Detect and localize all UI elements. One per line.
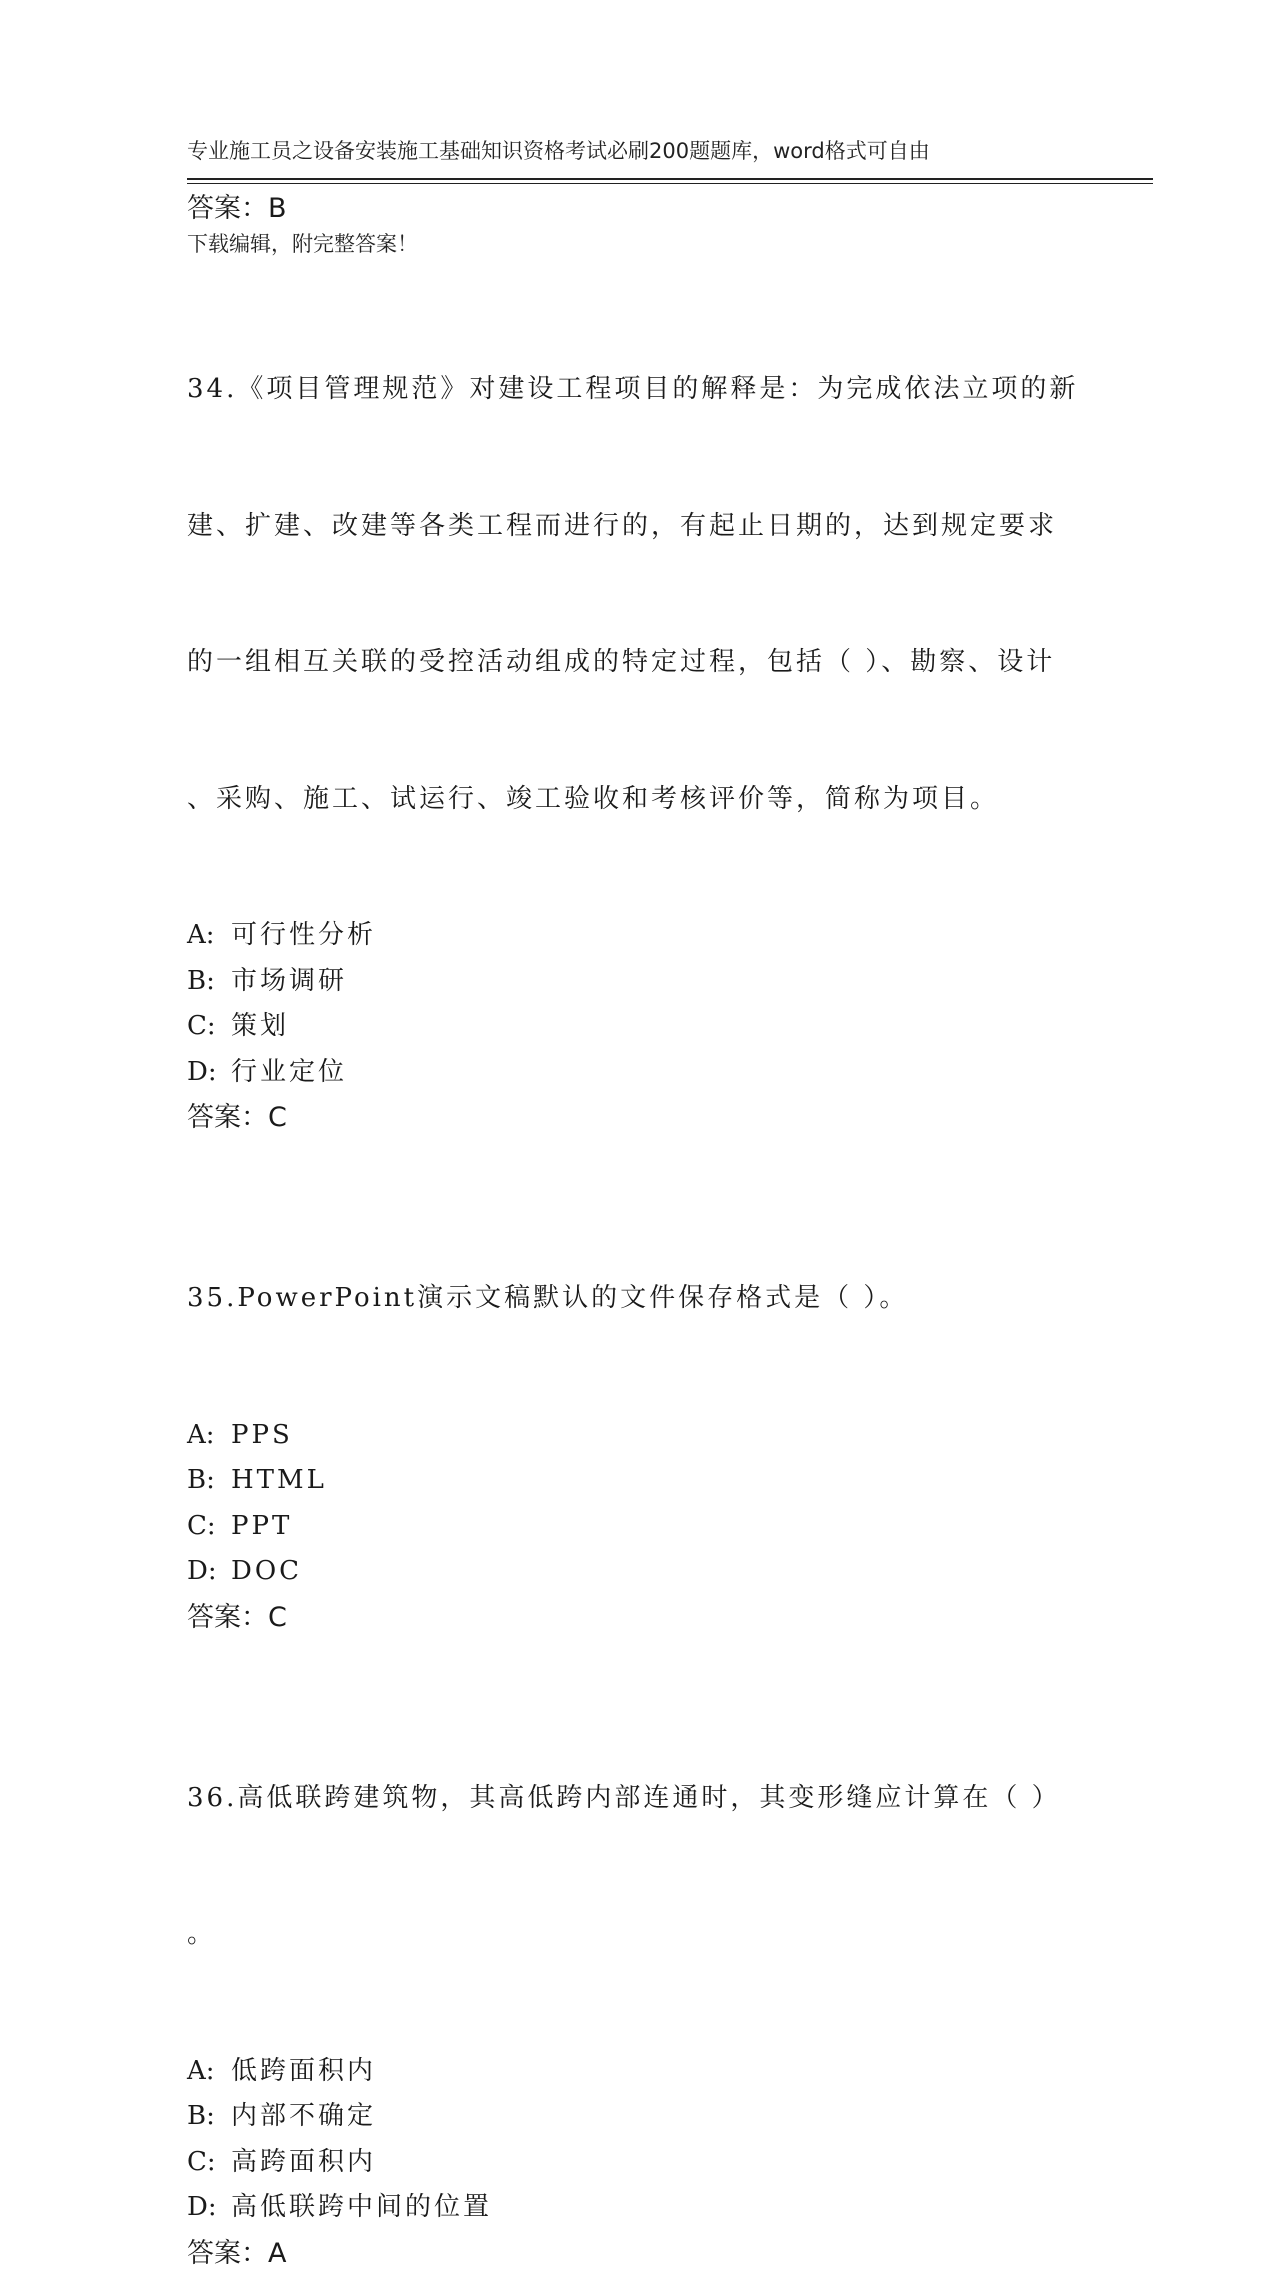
option-c (187, 1004, 1087, 1050)
option-text: PPS (231, 1419, 293, 1450)
option-c (187, 2140, 1087, 2186)
question-line: 、采购、施工、试运行、竣工验收和考核评价等，简称为项目。 (187, 783, 1000, 814)
question-line: 36.高低联跨建筑物，其高低跨内部连通时，其变形缝应计算在（ ） (187, 1782, 1061, 1813)
option-label: D: (187, 1556, 217, 1586)
header-line: 专业施工员之设备安装施工基础知识资格考试必刷200题题库，word格式可自由 (187, 139, 930, 163)
option-label: A: (187, 920, 215, 950)
question-block (187, 276, 1087, 1141)
question-list (187, 186, 1087, 2277)
option-text: HTML (231, 1465, 327, 1495)
option-text: 策划 (231, 1011, 290, 1041)
option-text: 内部不确定 (231, 2101, 377, 2131)
option-label: D: (187, 1056, 217, 1087)
option-text: 可行性分析 (231, 920, 377, 950)
spacer (187, 1641, 1087, 1685)
option-text: DOC (231, 1556, 303, 1586)
option-a (187, 913, 1087, 959)
question-block (187, 1185, 1087, 1641)
option-label: B: (187, 965, 215, 996)
answer-line: 答案：C (187, 1601, 287, 1633)
option-d (187, 1549, 1087, 1595)
option-text: 低跨面积内 (231, 2055, 377, 2086)
answer-line: 答案：B (187, 193, 287, 224)
option-text: 市场调研 (231, 965, 348, 996)
spacer (187, 1141, 1087, 1185)
option-a (187, 1413, 1087, 1459)
option-text: 高低联跨中间的位置 (231, 2192, 493, 2222)
option-label: B: (187, 1465, 215, 1495)
question-block (187, 1685, 1087, 2277)
question-line: 。 (187, 1919, 217, 1949)
option-text: 行业定位 (231, 1056, 348, 1087)
question-text (187, 276, 1087, 913)
option-a (187, 2049, 1087, 2095)
option-text: 高跨面积内 (231, 2146, 377, 2177)
header-line: 下载编辑，附完整答案！ (187, 232, 418, 256)
question-line: 的一组相互关联的受控活动组成的特定过程，包括（ ）、勘察、设计 (187, 647, 1056, 677)
question-line: 35.PowerPoint演示文稿默认的文件保存格式是（ ）。 (187, 1283, 909, 1313)
option-label: D: (187, 2192, 217, 2222)
question-line: 34.《项目管理规范》对建设工程项目的解释是：为完成依法立项的新 (187, 374, 1079, 404)
option-label: B: (187, 2101, 215, 2131)
option-b (187, 2094, 1087, 2140)
option-label: C: (187, 1510, 216, 1541)
option-label: A: (187, 1419, 215, 1450)
question-text (187, 1685, 1087, 2049)
question-text (187, 1185, 1087, 1413)
option-text: PPT (231, 1510, 293, 1541)
option-b (187, 1458, 1087, 1504)
option-c (187, 1504, 1087, 1550)
option-b (187, 959, 1087, 1005)
answer-line: 答案：A (187, 2237, 287, 2269)
option-d (187, 1050, 1087, 1096)
option-label: A: (187, 2055, 215, 2086)
header-rule-thin (187, 183, 1153, 184)
question-line: 建、扩建、改建等各类工程而进行的，有起止日期的，达到规定要求 (187, 510, 1058, 541)
option-label: C: (187, 2146, 216, 2177)
header-rule (187, 178, 1153, 180)
spacer (187, 232, 1087, 276)
option-label: C: (187, 1011, 216, 1041)
option-d (187, 2185, 1087, 2231)
answer-line: 答案：C (187, 1102, 287, 1133)
